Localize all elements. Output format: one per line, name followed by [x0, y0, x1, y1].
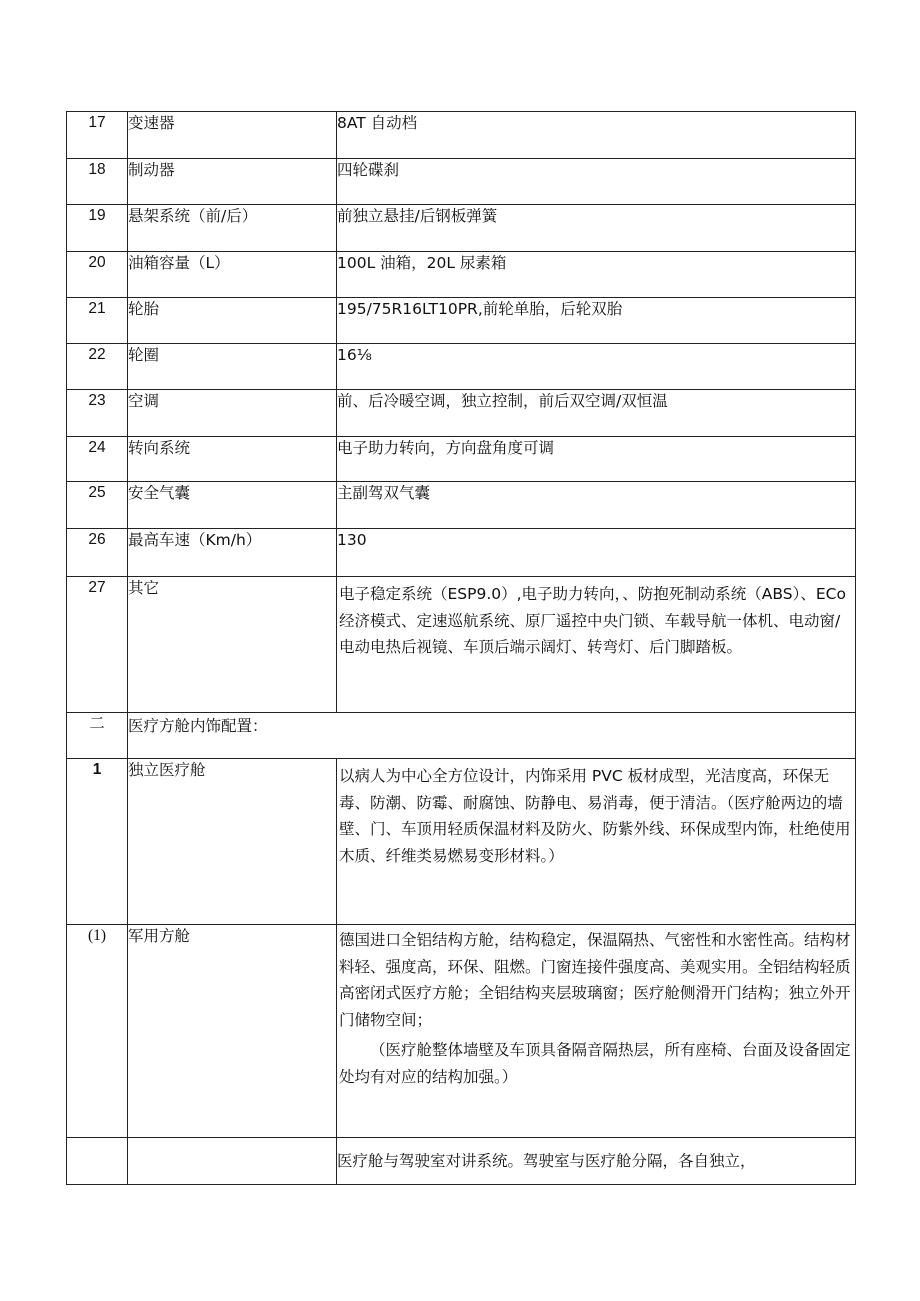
table-row — [67, 390, 856, 437]
table-row — [67, 577, 856, 713]
row-value — [337, 925, 856, 1138]
row-value: 16⅛ — [337, 344, 856, 390]
row-number: 24 — [67, 437, 128, 482]
table-row — [67, 529, 856, 577]
row-name: 空调 — [128, 390, 337, 437]
row-value: 195/75R16LT10PR,前轮单胎，后轮双胎 — [337, 298, 856, 344]
section-number: 二 — [67, 713, 128, 759]
row-value-text: 以病人为中心全方位设计，内饰采用 PVC 板材成型，光洁度高，环保无毒、防潮、防霉、耐腐蚀、防静电、易消毒，便于清洁。（医疗舱两边的墙壁、门、车顶用轻质保温材料及防火、防紫外线、环保成型内饰，杜绝使用木质、纤维类易燃易变形材料。） — [339, 767, 851, 865]
row-number: 26 — [67, 529, 128, 577]
row-number: 17 — [67, 112, 128, 159]
row-number: 22 — [67, 344, 128, 390]
row-name: 最高车速（Km/h） — [128, 529, 337, 577]
spec-table — [66, 111, 856, 1185]
row-value: 130 — [337, 529, 856, 577]
table-row — [67, 759, 856, 925]
table-row — [67, 252, 856, 298]
row-number: 23 — [67, 390, 128, 437]
row-value: 主副驾双气囊 — [337, 482, 856, 529]
section-title: 医疗方舱内饰配置： — [128, 713, 856, 759]
row-value: 100L 油箱，20L 尿素箱 — [337, 252, 856, 298]
table-row — [67, 1138, 856, 1185]
row-number: 21 — [67, 298, 128, 344]
row-number — [67, 1138, 128, 1185]
row-number: 1 — [67, 759, 128, 925]
row-name: 安全气囊 — [128, 482, 337, 529]
table-row — [67, 925, 856, 1138]
row-name: 变速器 — [128, 112, 337, 159]
row-name — [128, 1138, 337, 1185]
row-value — [337, 577, 856, 713]
row-name: 轮圈 — [128, 344, 337, 390]
row-value: 8AT 自动档 — [337, 112, 856, 159]
row-number: 19 — [67, 205, 128, 252]
table-row — [67, 112, 856, 159]
table-row — [67, 344, 856, 390]
row-name: 油箱容量（L） — [128, 252, 337, 298]
row-number: 27 — [67, 577, 128, 713]
row-value-text: 德国进口全铝结构方舱，结构稳定，保温隔热、气密性和水密性高。结构材料轻、强度高，环保、阻燃。门窗连接件强度高、美观实用。全铝结构轻质高密闭式医疗方舱；全铝结构夹层玻璃窗；医疗舱侧滑开门结构；独立外开门储物空间； — [339, 931, 851, 1029]
row-value: 医疗舱与驾驶室对讲系统。驾驶室与医疗舱分隔，各自独立， — [337, 1138, 856, 1185]
row-name: 转向系统 — [128, 437, 337, 482]
row-number: 20 — [67, 252, 128, 298]
row-name: 悬架系统（前/后） — [128, 205, 337, 252]
row-value: 电子助力转向，方向盘角度可调 — [337, 437, 856, 482]
row-value-text: 电子稳定系统（ESP9.0）,电子助力转向，、防抱死制动系统（ABS）、ECo 经济模式、定速巡航系统、原厂遥控中央门锁、车载导航一体机、电动窗/电动电热后视镜、车顶后端示阔灯、转弯灯、后门脚踏板。 — [339, 585, 846, 656]
row-value-note: （医疗舱整体墙壁及车顶具备隔音隔热层，所有座椅、台面及设备固定处均有对应的结构加强。） — [339, 1041, 851, 1086]
table-row — [67, 205, 856, 252]
table-row — [67, 437, 856, 482]
section-header-row — [67, 713, 856, 759]
table-row — [67, 482, 856, 529]
row-value: 四轮碟刹 — [337, 159, 856, 205]
row-value — [337, 759, 856, 925]
row-name: 其它 — [128, 577, 337, 713]
row-number: 18 — [67, 159, 128, 205]
row-name: 轮胎 — [128, 298, 337, 344]
row-number: 25 — [67, 482, 128, 529]
row-number: (1) — [67, 925, 128, 1138]
row-value: 前独立悬挂/后钢板弹簧 — [337, 205, 856, 252]
row-name: 独立医疗舱 — [128, 759, 337, 925]
table-row — [67, 159, 856, 205]
row-name: 军用方舱 — [128, 925, 337, 1138]
row-name: 制动器 — [128, 159, 337, 205]
table-row — [67, 298, 856, 344]
row-value: 前、后冷暖空调，独立控制，前后双空调/双恒温 — [337, 390, 856, 437]
